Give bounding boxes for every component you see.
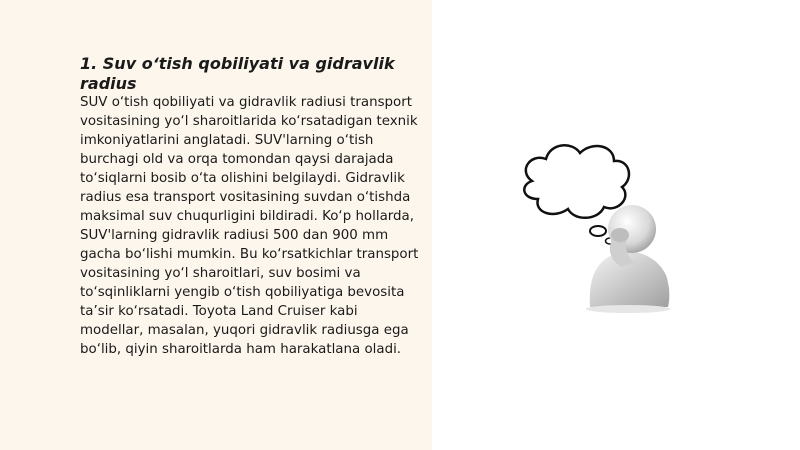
thought-cloud (524, 145, 629, 217)
slide-body-text: SUV o‘tish qobiliyati va gidravlik radiusi transport vositasining yo‘l sharoitlarida ko‘rsatadigan texnik imkoniyatlarini anglatadi. SUV'larning o‘tish burchagi old va orqa tomondan qaysi darajada to‘siqlarni bosib o‘ta olishini belgilaydi. Gidravlik radius esa transport vositasining suvdan o‘tishda maksimal suv chuqurligini bildiradi. Ko‘p hollarda, SUV'larning gidravlik radiusi 500 dan 900 mm gacha bo‘lishi mumkin. Bu ko‘rsatkichlar transport vositasining yo‘l sharoitlari, suv bosimi va to‘sqinliklarni yengib o‘tish qobiliyatiga bevosita ta’sir ko‘rsatadi. Toyota Land Cruiser kabi modellar, masalan, yuqori gidravlik radiusga ega bo‘lib, qiyin sharoitlarda ham harakatlana oladi. (80, 95, 419, 357)
thought-bubble-medium (590, 226, 606, 236)
figure-shadow (586, 305, 670, 313)
thinking-figure-graphic (510, 135, 690, 315)
slide-title: 1. Suv o‘tish qobiliyati va gidravlik radius (80, 54, 395, 93)
figure-hand (611, 228, 629, 242)
thinking-figure-icon (510, 135, 690, 315)
